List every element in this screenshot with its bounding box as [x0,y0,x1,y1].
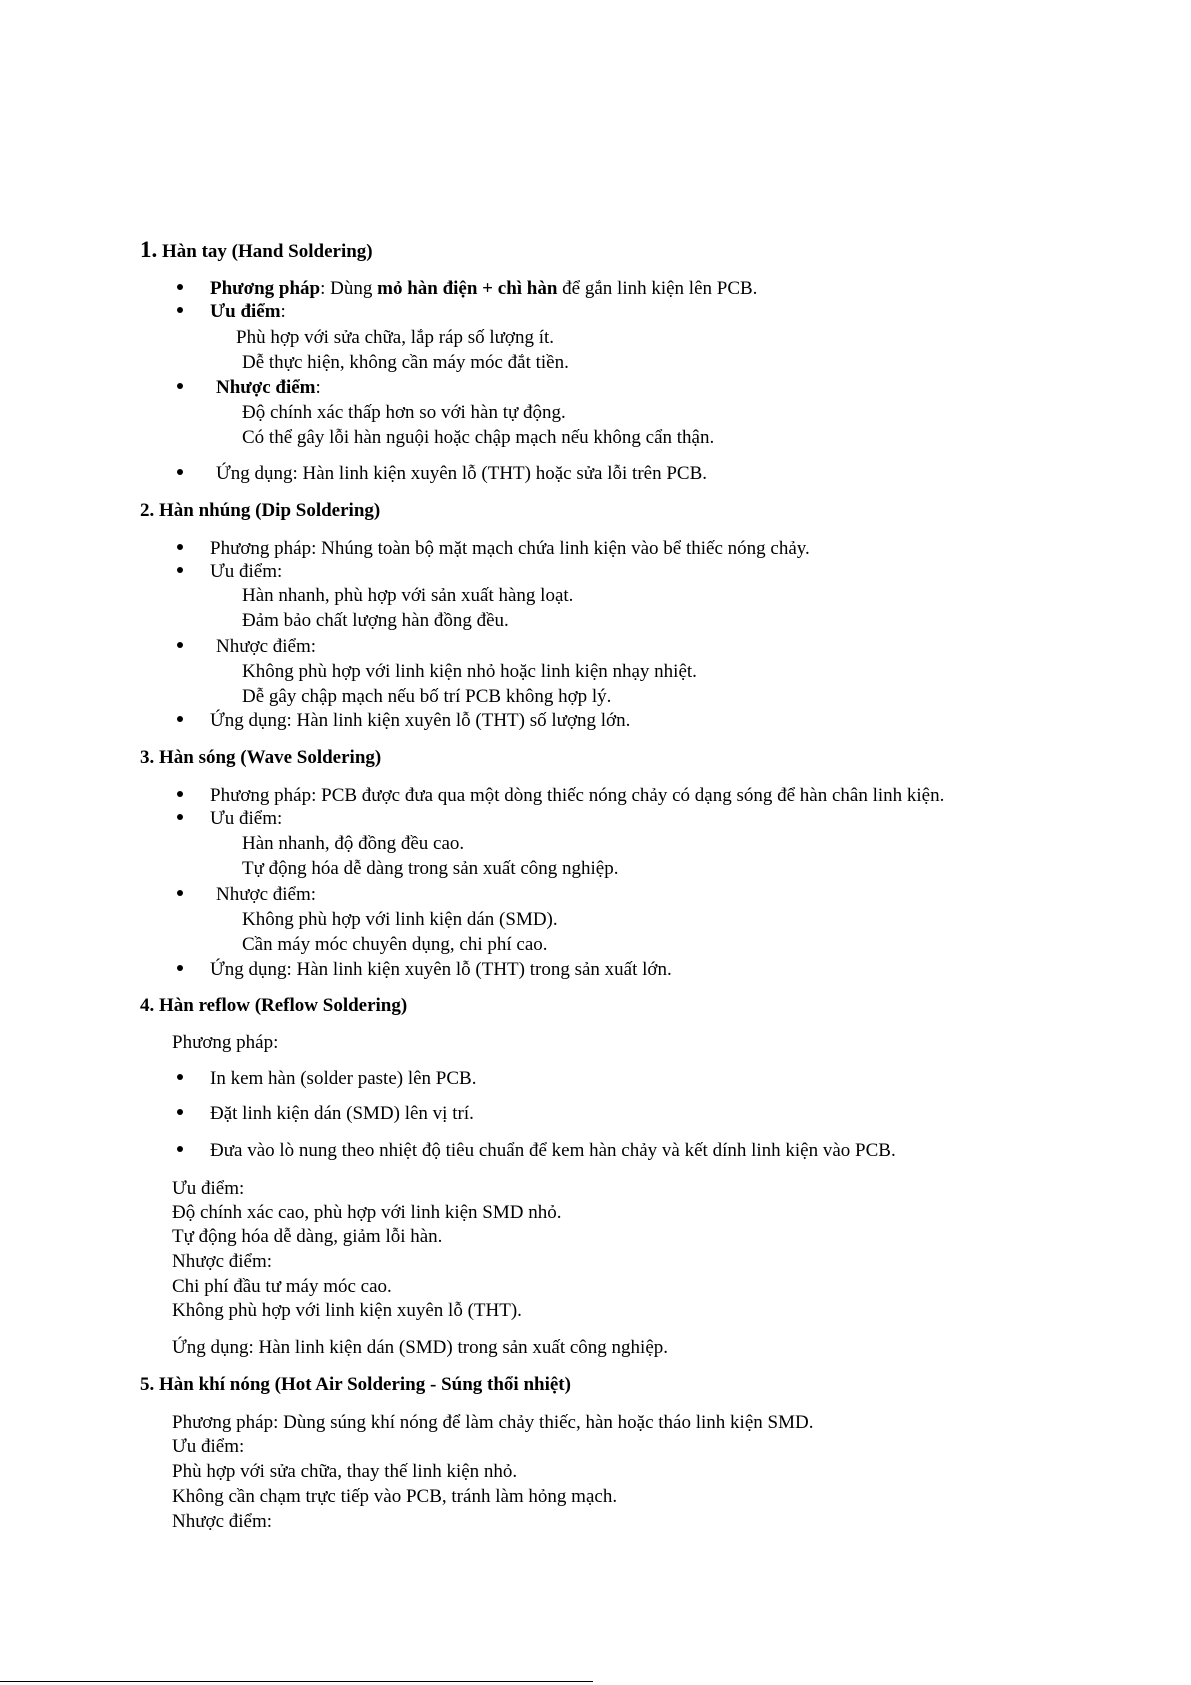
s1-dis-1: Độ chính xác thấp hơn so với hàn tự động. [242,402,566,423]
s1-adv-2: Dễ thực hiện, không cần máy móc đắt tiền. [242,352,569,373]
s1-application: Ứng dụng: Hàn linh kiện xuyên lỗ (THT) hoặc sửa lỗi trên PCB. [216,463,707,484]
section-1-heading [140,238,373,263]
s3-method: Phương pháp: PCB được đưa qua một dòng thiếc nóng chảy có dạng sóng để hàn chân linh kiện. [210,785,945,806]
s1-method-bold: mỏ hàn điện + chì hàn [377,278,558,299]
s1-adv-1: Phù hợp với sửa chữa, lắp ráp số lượng ít. [236,327,555,348]
bullet-dot [177,284,183,290]
s5-adv-2: Không cần chạm trực tiếp vào PCB, tránh làm hỏng mạch. [172,1486,618,1507]
s4-method-label: Phương pháp: [172,1032,279,1053]
s3-dis-1: Không phù hợp với linh kiện dán (SMD). [242,909,558,930]
s4-dis-2: Không phù hợp với linh kiện xuyên lỗ (THT). [172,1300,522,1321]
s3-adv-label: Ưu điểm: [210,808,283,829]
s1-adv-label: Ưu điểm [210,301,281,322]
s2-method: Phương pháp: Nhúng toàn bộ mặt mạch chứa linh kiện vào bể thiếc nóng chảy. [210,538,810,559]
s2-adv-2: Đảm bảo chất lượng hàn đồng đều. [242,610,509,631]
s1-method-pre: : Dùng [320,278,378,299]
s1-dis-label: Nhược điểm [216,377,316,398]
s4-step-3: Đưa vào lò nung theo nhiệt độ tiêu chuẩn để kem hàn chảy và kết dính linh kiện vào PCB. [210,1140,896,1161]
s4-application: Ứng dụng: Hàn linh kiện dán (SMD) trong sản xuất công nghiệp. [172,1337,669,1358]
s1-adv-colon: : [280,301,286,322]
s3-adv-2: Tự động hóa dễ dàng trong sản xuất công nghiệp. [242,858,619,879]
s4-dis-label: Nhược điểm: [172,1251,273,1272]
s4-adv-2: Tự động hóa dễ dàng, giảm lỗi hàn. [172,1226,443,1247]
s4-step-2: Đặt linh kiện dán (SMD) lên vị trí. [210,1103,474,1124]
bullet-dot [177,791,183,797]
s2-dis-1: Không phù hợp với linh kiện nhỏ hoặc linh kiện nhạy nhiệt. [242,661,697,682]
bullet-dot [177,307,183,313]
s5-dis-label: Nhược điểm: [172,1511,273,1532]
s4-adv-label: Ưu điểm: [172,1178,245,1199]
section-4-heading: 4. Hàn reflow (Reflow Soldering) [140,995,408,1016]
s1-method-line [210,277,757,300]
bullet-dot [177,716,183,722]
s2-dis-2: Dễ gây chập mạch nếu bố trí PCB không hợp lý. [242,686,612,707]
bullet-dot [177,1146,183,1152]
s1-method-post: để gắn linh kiện lên PCB. [557,278,758,299]
s5-adv-label: Ưu điểm: [172,1436,245,1457]
bullet-dot [177,383,183,389]
s3-application: Ứng dụng: Hàn linh kiện xuyên lỗ (THT) trong sản xuất lớn. [210,959,672,980]
bullet-dot [177,469,183,475]
section-5-heading: 5. Hàn khí nóng (Hot Air Soldering - Súng thổi nhiệt) [140,1374,571,1395]
s5-adv-1: Phù hợp với sửa chữa, thay thế linh kiện nhỏ. [172,1461,518,1482]
bullet-dot [177,544,183,550]
s4-adv-1: Độ chính xác cao, phù hợp với linh kiện SMD nhỏ. [172,1202,562,1223]
s1-adv-line [210,300,286,323]
section-2-heading: 2. Hàn nhúng (Dip Soldering) [140,500,381,521]
bullet-dot [177,567,183,573]
bullet-dot [177,1109,183,1115]
s1-dis-line [216,376,321,399]
s5-method: Phương pháp: Dùng súng khí nóng để làm chảy thiếc, hàn hoặc tháo linh kiện SMD. [172,1412,814,1433]
s2-adv-label: Ưu điểm: [210,561,283,582]
s1-method-label: Phương pháp [210,278,321,299]
bullet-dot [177,1074,183,1080]
bullet-dot [177,890,183,896]
s4-dis-1: Chi phí đầu tư máy móc cao. [172,1276,392,1297]
section-3-heading: 3. Hàn sóng (Wave Soldering) [140,747,382,768]
s3-dis-label: Nhược điểm: [216,884,317,905]
s2-dis-label: Nhược điểm: [216,636,317,657]
s4-step-1: In kem hàn (solder paste) lên PCB. [210,1068,477,1089]
s3-adv-1: Hàn nhanh, độ đồng đều cao. [242,833,465,854]
s2-adv-1: Hàn nhanh, phù hợp với sản xuất hàng loạt. [242,585,574,606]
s2-application: Ứng dụng: Hàn linh kiện xuyên lỗ (THT) số lượng lớn. [210,710,631,731]
s3-dis-2: Cần máy móc chuyên dụng, chi phí cao. [242,934,548,955]
bullet-dot [177,642,183,648]
bullet-dot [177,965,183,971]
s1-dis-colon: : [315,377,321,398]
s1-dis-2: Có thể gây lỗi hàn nguội hoặc chập mạch nếu không cẩn thận. [242,427,715,448]
section-1-title: Hàn tay (Hand Soldering) [162,241,373,262]
bullet-dot [177,814,183,820]
section-1-number: 1. [140,237,158,262]
footer-divider [0,1681,593,1682]
